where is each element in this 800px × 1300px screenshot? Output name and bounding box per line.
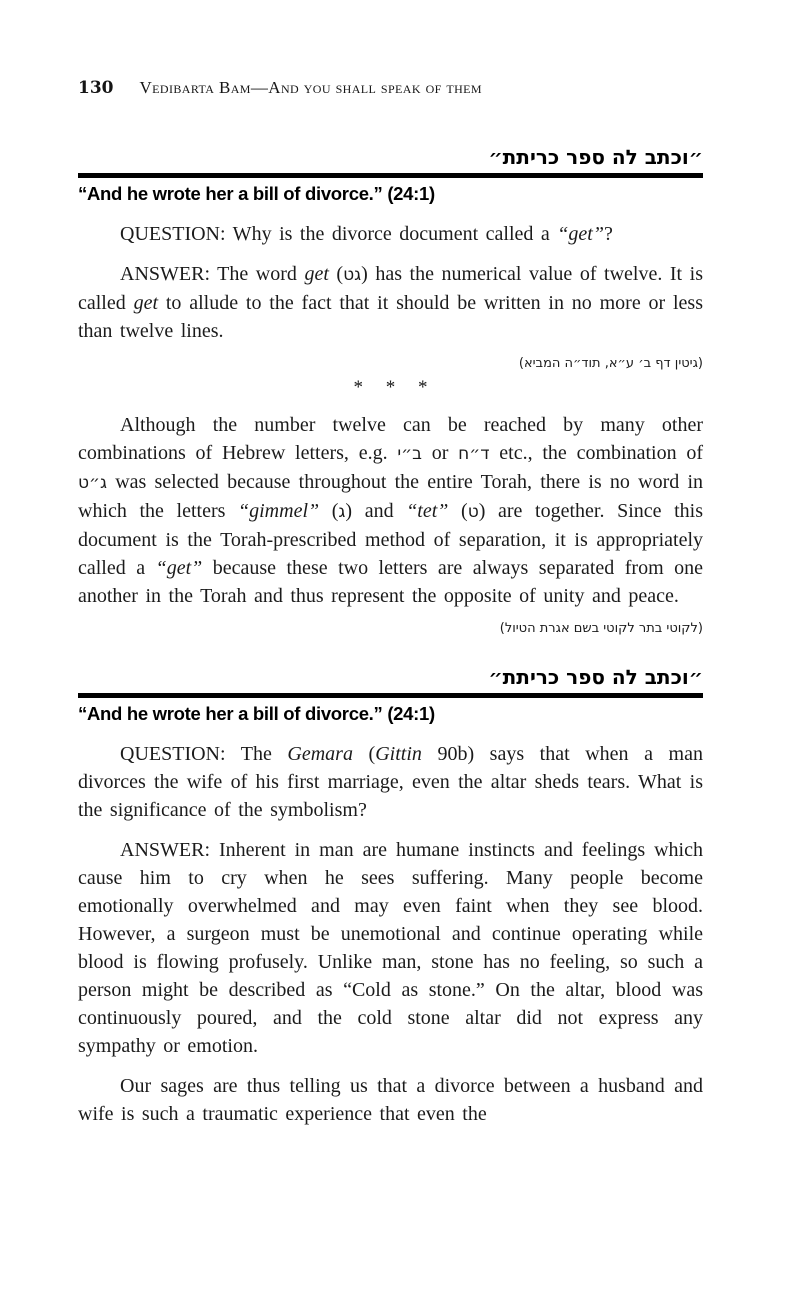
text-run: ) and [345, 500, 407, 522]
text-run: QUESTION: Why is the divorce document called a [120, 223, 558, 245]
heading-rule [78, 173, 703, 178]
inline-hebrew-word: ג [338, 502, 346, 522]
asterisk-separator: * * * [353, 377, 428, 398]
text-run: or [421, 442, 459, 464]
text-run: ) are together. Since this document is the Torah-prescribed method of separation, it is appropriately called a [78, 500, 704, 579]
inline-hebrew-word: גט [343, 265, 362, 285]
text-run: ) has the numerical value of twelve. It is called [78, 263, 703, 314]
hebrew-verse-title: ״וכתב לה ספר כריתת״ [488, 665, 703, 689]
answer-paragraph [78, 836, 703, 1060]
question-paragraph [78, 220, 703, 248]
answer-paragraph [78, 260, 703, 345]
english-verse-title: “And he wrote her a bill of divorce.” (24:1) [78, 703, 435, 724]
source-citation: (גיטין דף ב׳ ע״א, תוד״ה המביא) [518, 356, 703, 371]
text-run: ANSWER: Inherent in man are humane instincts and feelings which cause him to cry when he sees suffering. Many people become emotionally overwhelmed and may even faint when they see blood. However, a surgeon must be unemotional and continue operating while blood is flowing profusely. Unlike man, stone has no feeling, so such a person might be described as “Cold as stone.” On the altar, blood was continuously poured, and the cold stone altar did not express any sympathy or emotion. [78, 839, 703, 1057]
text-run: ( [328, 263, 344, 285]
inline-italic-word: get [133, 292, 159, 314]
text-run: ( [352, 743, 376, 765]
section-divorce-get [78, 144, 703, 638]
hebrew-verse-title: ״וכתב לה ספר כריתת״ [488, 145, 703, 169]
inline-italic-word: get [304, 263, 329, 285]
text-run: to allude to the fact that it should be written in no more or less than twelve lines. [78, 292, 704, 342]
closing-paragraph [78, 1072, 703, 1128]
question-paragraph [78, 740, 703, 824]
text-run: was selected because throughout the entire Torah, there is no word in which the letters [78, 471, 703, 522]
inline-italic-word: “get” [557, 223, 604, 245]
page-number: 130 [78, 78, 114, 98]
inline-hebrew-word: ב״י [397, 444, 422, 464]
text-run: because these two letters are always separated from one another in the Torah and thus represent the opposite of unity and peace. [78, 557, 704, 607]
inline-hebrew-word: ד״ח [458, 444, 490, 464]
english-verse-title: “And he wrote her a bill of divorce.” (24:1) [78, 183, 435, 204]
page-header [78, 78, 703, 98]
text-run: ? [603, 223, 613, 245]
heading-rule [78, 693, 703, 698]
inline-italic-word: Gittin [375, 743, 422, 765]
text-run: 90b) says that when a man divorces the wife of his first marriage, even the altar sheds tears. What is the significance of the symbolism? [78, 743, 703, 821]
text-run: QUESTION: The [120, 743, 288, 765]
running-title: Vedibarta Bam—And you shall speak of them [139, 78, 482, 97]
text-run: ( [319, 500, 339, 522]
source-citation: (לקוטי בתר לקוטי בשם אגרת הטיול) [499, 621, 703, 636]
text-run: Our sages are thus telling us that a divorce between a husband and wife is such a traumatic experience that even the [78, 1075, 703, 1125]
continuation-paragraph [78, 411, 703, 610]
text-run: ( [448, 500, 468, 522]
inline-italic-word: “gimmel” [238, 500, 320, 522]
inline-italic-word: “tet” [406, 500, 449, 522]
inline-hebrew-word: ג״ט [78, 473, 107, 493]
inline-hebrew-word: ט [467, 502, 479, 522]
text-run: etc., the combination of [489, 442, 704, 464]
section-altar-tears [78, 664, 703, 1128]
inline-italic-word: “get” [155, 557, 203, 579]
text-run: ANSWER: The word [120, 263, 305, 285]
inline-italic-word: Gemara [287, 743, 353, 765]
text-run: Although the number twelve can be reached by many other combinations of Hebrew letters, e.g. [78, 414, 703, 464]
